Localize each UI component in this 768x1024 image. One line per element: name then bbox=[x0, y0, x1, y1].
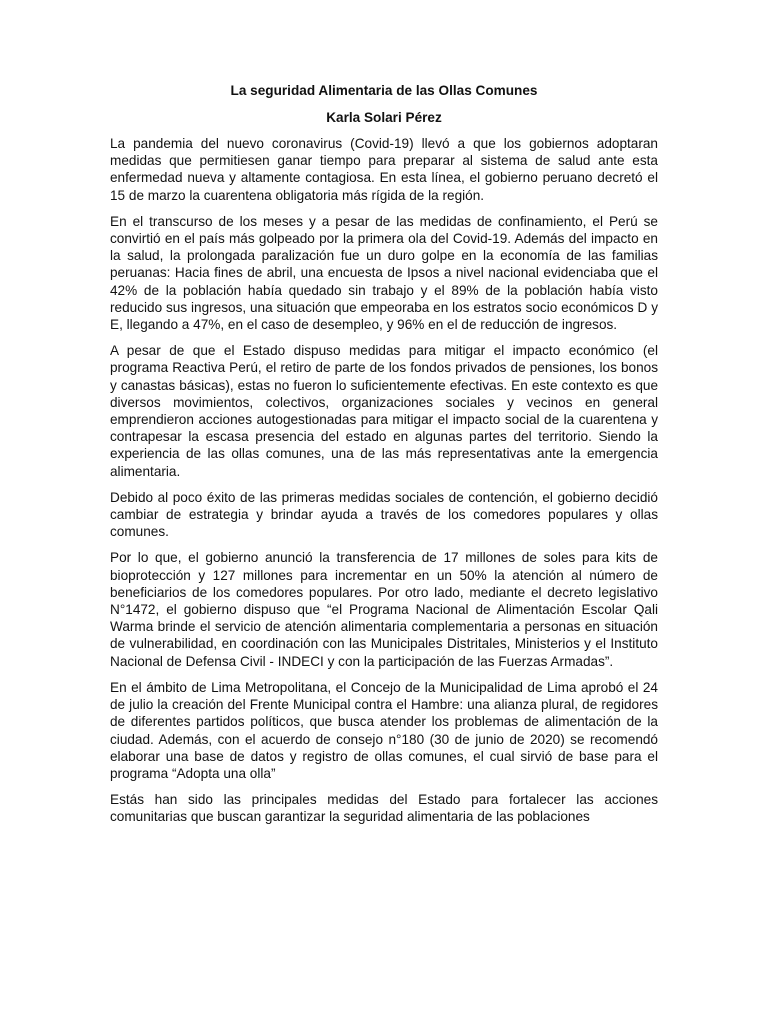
paragraph-2: En el transcurso de los meses y a pesar de las medidas de confinamiento, el Perú se convirtió en el país más golpeado por la primera ola del Covid-19. Además del impacto en la salud, la prolongada paralización fue un duro golpe en la economía de las familias peruanas: Hacia fines de abril, una encuesta de Ipsos a nivel nacional evidenciaba que el 42% de la población había quedado sin trabajo y el 89% de la población había visto reducido sus ingresos, una situación que empeoraba en los estratos socio económicos D y E, llegando a 47%, en el caso de desempleo, y 96% en el de reducción de ingresos. bbox=[110, 213, 658, 333]
paragraph-1: La pandemia del nuevo coronavirus (Covid-19) llevó a que los gobiernos adoptaran medidas que permitiesen ganar tiempo para preparar al sistema de salud ante esta enfermedad nueva y altamente contagiosa. En esta línea, el gobierno peruano decretó el 15 de marzo la cuarentena obligatoria más rígida de la región. bbox=[110, 136, 658, 203]
paragraph-4: Debido al poco éxito de las primeras medidas sociales de contención, el gobierno decidió cambiar de estrategia y brindar ayuda a través de los comedores populares y ollas comunes. bbox=[110, 489, 658, 540]
document-author: Karla Solari Pérez bbox=[326, 110, 442, 125]
document-title: La seguridad Alimentaria de las Ollas Comunes bbox=[230, 83, 538, 98]
paragraph-3: A pesar de que el Estado dispuso medidas para mitigar el impacto económico (el programa Reactiva Perú, el retiro de parte de los fondos privados de pensiones, los bonos y canastas básicas), estas no fueron lo suficientemente efectivas. En este contexto es que diversos movimientos, colectivos, organizaciones sociales y vecinos en general emprendieron acciones autogestionadas para mitigar el impacto social de la cuarentena y contrapesar la escasa presencia del estado en algunas partes del territorio. Siendo la experiencia de las ollas comunes, una de las más representativas ante la emergencia alimentaria. bbox=[110, 343, 658, 479]
document-page bbox=[110, 82, 658, 835]
paragraph-6: En el ámbito de Lima Metropolitana, el Concejo de la Municipalidad de Lima aprobó el 24 de julio la creación del Frente Municipal contra el Hambre: una alianza plural, de regidores de diferentes partidos políticos, que busca atender los problemas de alimentación de la ciudad. Además, con el acuerdo de consejo n°180 (30 de junio de 2020) se recomendó elaborar una base de datos y registro de ollas comunes, el cual sirvió de base para el programa “Adopta una olla” bbox=[110, 679, 658, 781]
paragraph-5: Por lo que, el gobierno anunció la transferencia de 17 millones de soles para kits de bioprotección y 127 millones para incrementar en un 50% la atención al número de beneficiarios de los comedores populares. Por otro lado, mediante el decreto legislativo N°1472, el gobierno dispuso que “el Programa Nacional de Alimentación Escolar Qali Warma brinde el servicio de atención alimentaria complementaria a personas en situación de vulnerabilidad, en coordinación con las Municipales Distritales, Ministerios y el Instituto Nacional de Defensa Civil - INDECI y con la participación de las Fuerzas Armadas”. bbox=[110, 550, 658, 669]
paragraph-7: Estás han sido las principales medidas del Estado para fortalecer las acciones comunitarias que buscan garantizar la seguridad alimentaria de las poblaciones bbox=[110, 792, 658, 825]
